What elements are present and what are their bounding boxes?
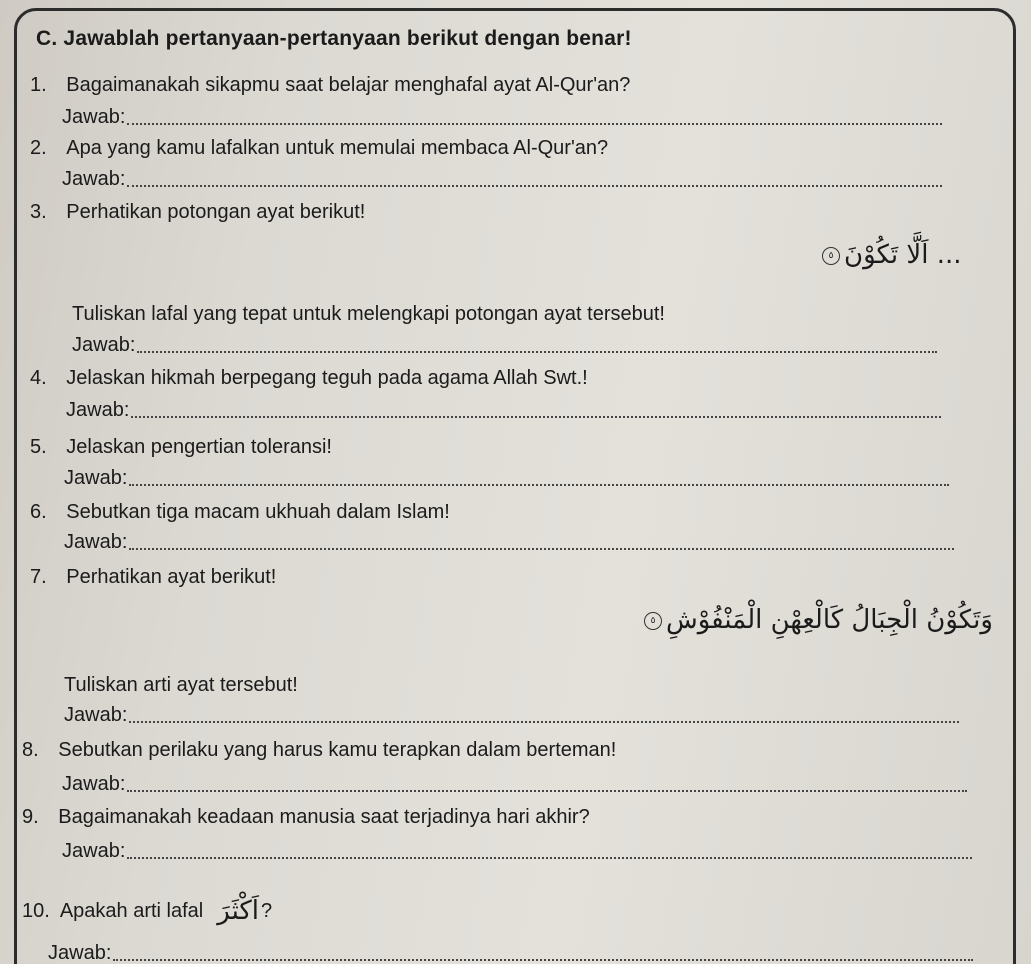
question-number: 7. — [30, 566, 47, 588]
answer-label: Jawab: — [66, 399, 130, 421]
answer-dots — [129, 546, 954, 550]
arabic-verse-3 — [818, 240, 962, 270]
question-10 — [22, 896, 272, 926]
answer-label: Jawab: — [62, 106, 126, 128]
question-9 — [22, 806, 590, 829]
answer-line-5[interactable] — [64, 467, 949, 490]
answer-dots — [129, 482, 949, 486]
answer-dots — [129, 719, 959, 723]
answer-dots — [127, 855, 972, 859]
question-text: Perhatikan ayat berikut! — [66, 566, 277, 588]
ayah-number-icon: ٥ — [644, 612, 662, 630]
answer-line-9[interactable] — [62, 840, 972, 863]
answer-line-7[interactable] — [64, 704, 959, 727]
arabic-verse-7 — [640, 605, 993, 635]
question-number: 10. — [22, 899, 50, 922]
question-7-instruction: Tuliskan arti ayat tersebut! — [64, 674, 298, 696]
answer-label: Jawab: — [64, 467, 128, 489]
answer-label: Jawab: — [72, 334, 136, 356]
question-text: Jelaskan hikmah berpegang teguh pada agama Allah Swt.! — [66, 367, 588, 389]
question-8 — [22, 739, 616, 762]
answer-dots — [127, 788, 967, 792]
question-2 — [30, 137, 608, 160]
question-number: 9. — [22, 806, 39, 828]
answer-dots — [137, 349, 937, 353]
question-number: 6. — [30, 501, 47, 523]
question-3 — [30, 201, 365, 224]
question-3-instruction: Tuliskan lafal yang tepat untuk melengkapi potongan ayat tersebut! — [72, 303, 665, 325]
answer-label: Jawab: — [64, 531, 128, 553]
arabic-text: وَتَكُوْنُ الْجِبَالُ كَالْعِهْنِ الْمَنْفُوْشِ — [666, 605, 993, 635]
question-number: 3. — [30, 201, 47, 223]
answer-label: Jawab: — [62, 773, 126, 795]
question-text: Apakah arti lafal — [59, 899, 204, 922]
answer-label: Jawab: — [64, 704, 128, 726]
question-text: Bagaimanakah keadaan manusia saat terjadinya hari akhir? — [58, 806, 590, 828]
question-4 — [30, 367, 588, 390]
section-heading: C. Jawablah pertanyaan-pertanyaan berikut dengan benar! — [36, 27, 632, 50]
question-text: Sebutkan perilaku yang harus kamu terapkan dalam berteman! — [58, 739, 617, 761]
answer-line-10[interactable] — [48, 942, 973, 964]
question-7 — [30, 566, 276, 589]
answer-line-4[interactable] — [66, 399, 941, 422]
answer-dots — [127, 183, 942, 187]
question-text: Sebutkan tiga macam ukhuah dalam Islam! — [66, 501, 450, 523]
answer-line-1[interactable] — [62, 106, 942, 129]
answer-dots — [113, 957, 973, 961]
answer-label: Jawab: — [62, 168, 126, 190]
answer-line-8[interactable] — [62, 773, 967, 796]
question-number: 1. — [30, 74, 47, 96]
answer-line-2[interactable] — [62, 168, 942, 191]
question-text: Jelaskan pengertian toleransi! — [66, 436, 332, 458]
question-number: 8. — [22, 739, 39, 761]
answer-line-3[interactable] — [72, 334, 937, 357]
question-mark: ? — [261, 899, 273, 922]
ayah-number-icon: ٥ — [822, 247, 840, 265]
question-6 — [30, 501, 450, 524]
question-5 — [30, 436, 332, 459]
arabic-text: ... اَلَّا تَكُوْنَ — [844, 240, 962, 270]
question-text: Bagaimanakah sikapmu saat belajar menghafal ayat Al-Qur'an? — [66, 74, 631, 96]
question-number: 4. — [30, 367, 47, 389]
answer-dots — [131, 414, 941, 418]
answer-dots — [127, 121, 942, 125]
answer-label: Jawab: — [48, 942, 112, 964]
answer-label: Jawab: — [62, 840, 126, 862]
question-text: Perhatikan potongan ayat berikut! — [66, 201, 366, 223]
answer-line-6[interactable] — [64, 531, 954, 554]
arabic-word: اَكْثَرَ — [217, 896, 260, 926]
question-number: 2. — [30, 137, 47, 159]
question-1 — [30, 74, 630, 97]
question-number: 5. — [30, 436, 47, 458]
question-text: Apa yang kamu lafalkan untuk memulai membaca Al-Qur'an? — [66, 137, 609, 159]
